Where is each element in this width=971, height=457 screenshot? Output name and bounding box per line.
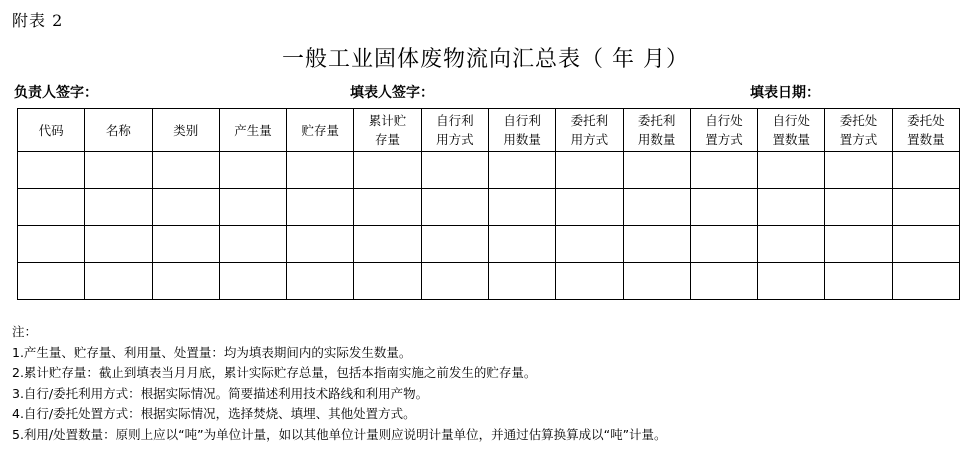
column-header-category: 类别 — [152, 109, 219, 152]
table-cell[interactable] — [287, 152, 354, 189]
table-cell[interactable] — [421, 189, 488, 226]
table-cell[interactable] — [556, 263, 623, 300]
table-cell[interactable] — [287, 263, 354, 300]
table-cell[interactable] — [623, 263, 690, 300]
table-cell[interactable] — [18, 263, 85, 300]
table-cell[interactable] — [556, 189, 623, 226]
notes-heading: 注： — [12, 324, 38, 339]
column-header-entrusted-disposal-amount: 委托处 置数量 — [892, 109, 959, 152]
table-cell[interactable] — [825, 189, 892, 226]
table-cell[interactable] — [556, 226, 623, 263]
table-cell[interactable] — [219, 189, 286, 226]
table-cell[interactable] — [758, 189, 825, 226]
table-cell[interactable] — [219, 152, 286, 189]
table-cell[interactable] — [152, 263, 219, 300]
table-cell[interactable] — [556, 152, 623, 189]
table-cell[interactable] — [421, 226, 488, 263]
column-header-generated-amount: 产生量 — [219, 109, 286, 152]
table-cell[interactable] — [354, 263, 421, 300]
table-header-row — [18, 109, 960, 152]
column-header-entrusted-utilization-method: 委托利 用方式 — [556, 109, 623, 152]
table-row — [18, 189, 960, 226]
table-cell[interactable] — [623, 226, 690, 263]
table-cell[interactable] — [85, 226, 152, 263]
table-cell[interactable] — [152, 226, 219, 263]
table-cell[interactable] — [488, 152, 555, 189]
note-item: 5.利用/处置数量：原则上应以“吨”为单位计量，如以其他单位计量则应说明计量单位，并通过估算换算成以“吨”计量。 — [12, 426, 667, 442]
table-cell[interactable] — [421, 263, 488, 300]
table-cell[interactable] — [488, 189, 555, 226]
column-header-entrusted-disposal-method: 委托处 置方式 — [825, 109, 892, 152]
column-header-self-disposal-amount: 自行处 置数量 — [758, 109, 825, 152]
column-header-self-disposal-method: 自行处 置方式 — [690, 109, 757, 152]
table-cell[interactable] — [354, 189, 421, 226]
table-cell[interactable] — [354, 152, 421, 189]
table-cell[interactable] — [219, 226, 286, 263]
table-row — [18, 263, 960, 300]
table-cell[interactable] — [287, 226, 354, 263]
note-item: 2.累计贮存量：截止到填表当月月底，累计实际贮存总量，包括本指南实施之前发生的贮存量。 — [12, 365, 537, 380]
document-title: 一般工业固体废物流向汇总表（ 年 月） — [282, 47, 689, 72]
table-cell[interactable] — [287, 189, 354, 226]
note-item: 1.产生量、贮存量、利用量、处置量：均为填表期间内的实际发生数量。 — [12, 344, 412, 360]
notes-section — [12, 322, 667, 445]
table-cell[interactable] — [690, 226, 757, 263]
table-cell[interactable] — [152, 152, 219, 189]
form-filler-signature-label: 填表人签字： — [350, 85, 434, 101]
column-header-name: 名称 — [85, 109, 152, 152]
table-cell[interactable] — [85, 263, 152, 300]
waste-flow-summary-table — [17, 108, 960, 300]
table-cell[interactable] — [488, 226, 555, 263]
table-cell[interactable] — [85, 152, 152, 189]
table-cell[interactable] — [758, 152, 825, 189]
table-cell[interactable] — [825, 263, 892, 300]
table-cell[interactable] — [219, 263, 286, 300]
table-cell[interactable] — [690, 263, 757, 300]
fill-date-label: 填表日期： — [750, 85, 820, 101]
table-cell[interactable] — [18, 152, 85, 189]
table-cell[interactable] — [354, 226, 421, 263]
table-cell[interactable] — [892, 226, 959, 263]
table-cell[interactable] — [85, 189, 152, 226]
table-row — [18, 226, 960, 263]
table-cell[interactable] — [825, 226, 892, 263]
table-cell[interactable] — [892, 152, 959, 189]
table-cell[interactable] — [623, 189, 690, 226]
table-cell[interactable] — [758, 263, 825, 300]
table-cell[interactable] — [18, 226, 85, 263]
note-item: 3.自行/委托利用方式：根据实际情况。简要描述利用技术路线和利用产物。 — [12, 385, 429, 401]
column-header-cumulative-storage: 累计贮 存量 — [354, 109, 421, 152]
table-cell[interactable] — [892, 263, 959, 300]
column-header-self-utilization-method: 自行利 用方式 — [421, 109, 488, 152]
table-cell[interactable] — [623, 152, 690, 189]
table-cell[interactable] — [758, 226, 825, 263]
table-cell[interactable] — [18, 189, 85, 226]
table-row — [18, 152, 960, 189]
note-item: 4.自行/委托处置方式：根据实际情况，选择焚烧、填埋、其他处置方式。 — [12, 406, 416, 421]
table-cell[interactable] — [825, 152, 892, 189]
column-header-self-utilization-amount: 自行利 用数量 — [488, 109, 555, 152]
table-cell[interactable] — [421, 152, 488, 189]
column-header-storage-amount: 贮存量 — [287, 109, 354, 152]
column-header-entrusted-utilization-amount: 委托利 用数量 — [623, 109, 690, 152]
table-cell[interactable] — [488, 263, 555, 300]
table-cell[interactable] — [690, 152, 757, 189]
table-cell[interactable] — [892, 189, 959, 226]
responsible-person-signature-label: 负责人签字： — [14, 85, 98, 101]
table-cell[interactable] — [152, 189, 219, 226]
table-cell[interactable] — [690, 189, 757, 226]
appendix-label: 附表 2 — [12, 11, 64, 30]
column-header-code: 代码 — [18, 109, 85, 152]
